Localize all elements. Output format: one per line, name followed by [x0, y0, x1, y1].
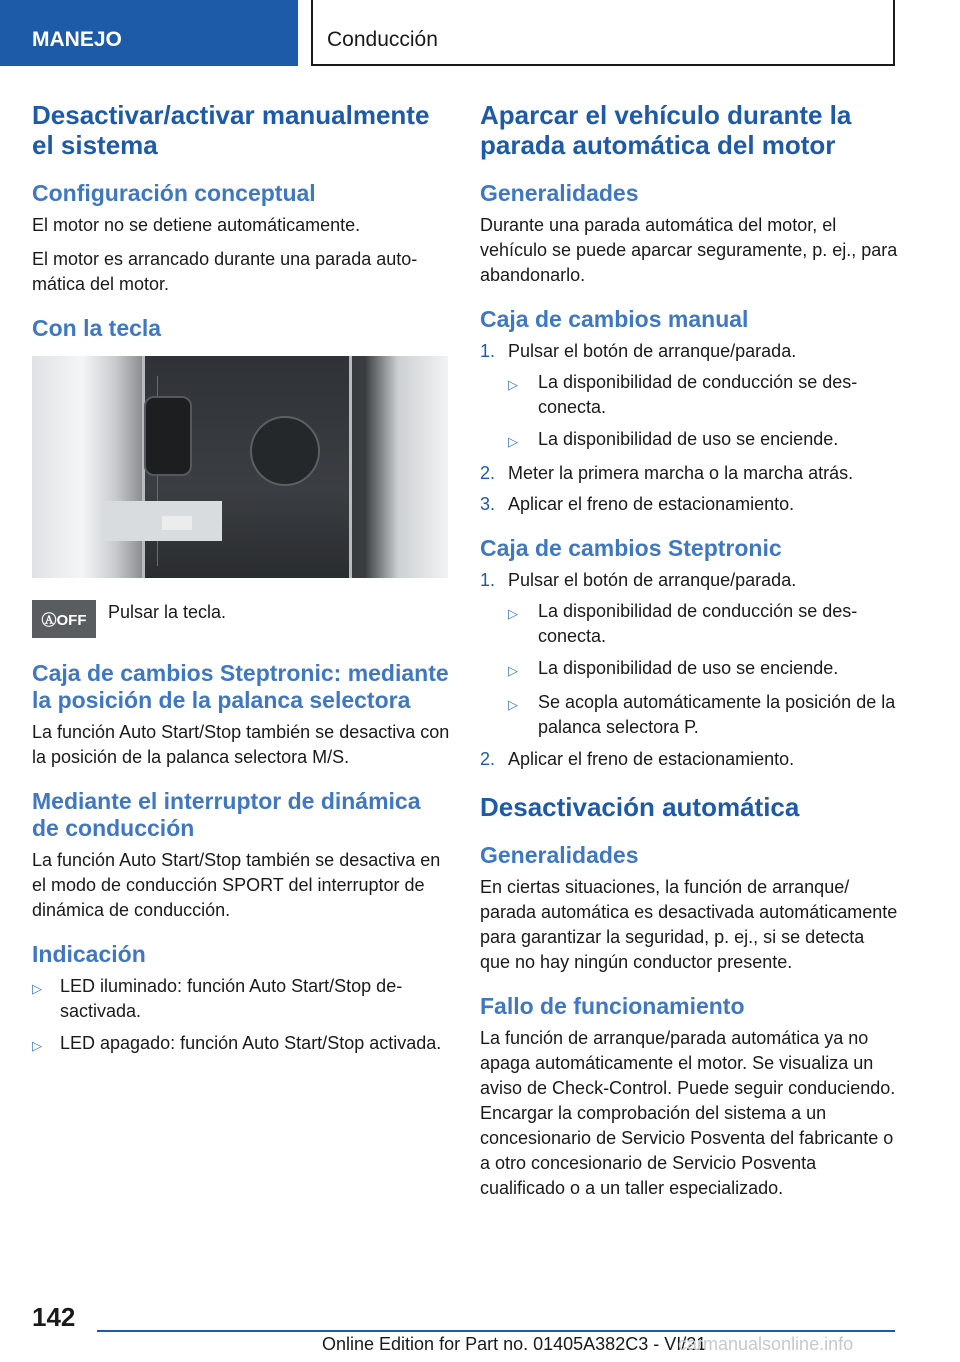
list-item: ▷ La disponibilidad de conducción se desconecta. [480, 370, 898, 420]
list-item: 2. Aplicar el freno de estacionamiento. [480, 749, 795, 769]
paragraph-fallo: La función de arranque/parada automática ya no apaga automáticamente el motor. Se visualiza un aviso de Check-Control. Puede seguir conduciendo. Encargar la comprobación del sistema a un concesionario de Servicio Posventa del fabricante o a otro concesionario de Servicio Posventa cualificado o a un taller especializado. [480, 1028, 896, 1198]
page-number: 142 [32, 1302, 76, 1332]
triangle-bullet-icon: ▷ [508, 434, 518, 449]
heading-indicacion: Indicación [32, 941, 146, 967]
right-column [480, 100, 898, 1210]
heading-desactivar-manual: Desactivar/activar manualmente el sistema [32, 100, 430, 160]
section-tab: MANEJO [0, 0, 298, 66]
triangle-bullet-icon: ▷ [32, 1038, 42, 1053]
list-item: ▷ La disponibilidad de uso se enciende. [480, 656, 898, 683]
paragraph-config-1: El motor no se detiene automáticamente. [32, 215, 361, 235]
list-item: ▷ La disponibilidad de conducción se desconecta. [480, 599, 898, 649]
heading-generalidades-2: Generalidades [480, 842, 639, 868]
heading-fallo: Fallo de funcionamiento [480, 993, 745, 1019]
footer-edition: Online Edition for Part no. 01405A382C3 - VI/21 [322, 1334, 707, 1354]
paragraph-dinamica: La función Auto Start/Stop también se desactiva en el modo de conducción SPORT del interruptor de dinámica de conducción. [32, 850, 441, 920]
triangle-bullet-icon: ▷ [508, 606, 518, 621]
list-item: 2. Meter la primera marcha o la marcha atrás. [480, 463, 854, 483]
paragraph-steptronic: La función Auto Start/Stop también se desactiva con la posición de la palanca selectora M/S. [32, 722, 450, 767]
list-item: 3. Aplicar el freno de estacionamiento. [480, 494, 795, 514]
list-item: ▷ La disponibilidad de uso se enciende. [480, 427, 898, 454]
paragraph-generalidades-2: En ciertas situaciones, la función de arranque/ parada automática es desactivada automáticamente para garantizar la seguridad, p. ej., si se detecta que no hay ningún conductor presente. [480, 877, 898, 972]
paragraph-config-2: El motor es arrancado durante una parada automática del motor. [32, 249, 418, 294]
triangle-bullet-icon: ▷ [32, 981, 42, 996]
auto-start-stop-off-icon [32, 600, 96, 638]
heading-dinamica: Mediante el interruptor de dinámica de conducción [32, 788, 421, 841]
list-item: 1. Pulsar el botón de arranque/parada. [480, 570, 797, 590]
center-console-photo [32, 356, 448, 578]
heading-generalidades-1: Generalidades [480, 180, 639, 206]
icon-instruction-text: Pulsar la tecla. [108, 602, 227, 622]
heading-configuracion: Configuración conceptual [32, 180, 316, 206]
heading-con-la-tecla: Con la tecla [32, 315, 162, 341]
chapter-title: Conducción [311, 0, 895, 66]
triangle-bullet-icon: ▷ [508, 697, 518, 712]
heading-steptronic-palanca: Caja de cambios Steptronic: mediante la posición de la palanca selectora [32, 660, 449, 713]
icon-label: ⒶOFF [41, 611, 87, 629]
idrive-controller-icon [250, 416, 320, 486]
heading-aparcar: Aparcar el vehículo durante la parada automática del motor [480, 100, 852, 160]
list-item: ▷ Se acopla automáticamente la posición de la palanca selectora P. [480, 690, 898, 740]
heading-desactivacion-automatica: Desactivación automática [480, 792, 800, 822]
left-column [32, 100, 450, 1065]
watermark: carmanualsonline.info [678, 1334, 854, 1354]
gear-selector-icon [144, 396, 192, 476]
triangle-bullet-icon: ▷ [508, 377, 518, 392]
list-item: ▷ LED iluminado: función Auto Start/Stop desactivada. [32, 974, 450, 1024]
heading-caja-manual: Caja de cambios manual [480, 306, 749, 332]
footer-divider [97, 1330, 895, 1332]
list-item: ▷ LED apagado: función Auto Start/Stop activada. [32, 1031, 450, 1058]
triangle-bullet-icon: ▷ [508, 663, 518, 678]
console-button-icon [162, 516, 192, 530]
icon-instruction-row [32, 600, 450, 638]
paragraph-generalidades-1: Durante una parada automática del motor, el vehículo se puede aparcar seguramente, p. ej., para abandonarlo. [480, 215, 898, 285]
heading-caja-steptronic: Caja de cambios Steptronic [480, 535, 782, 561]
list-item: 1. Pulsar el botón de arranque/parada. [480, 341, 797, 361]
